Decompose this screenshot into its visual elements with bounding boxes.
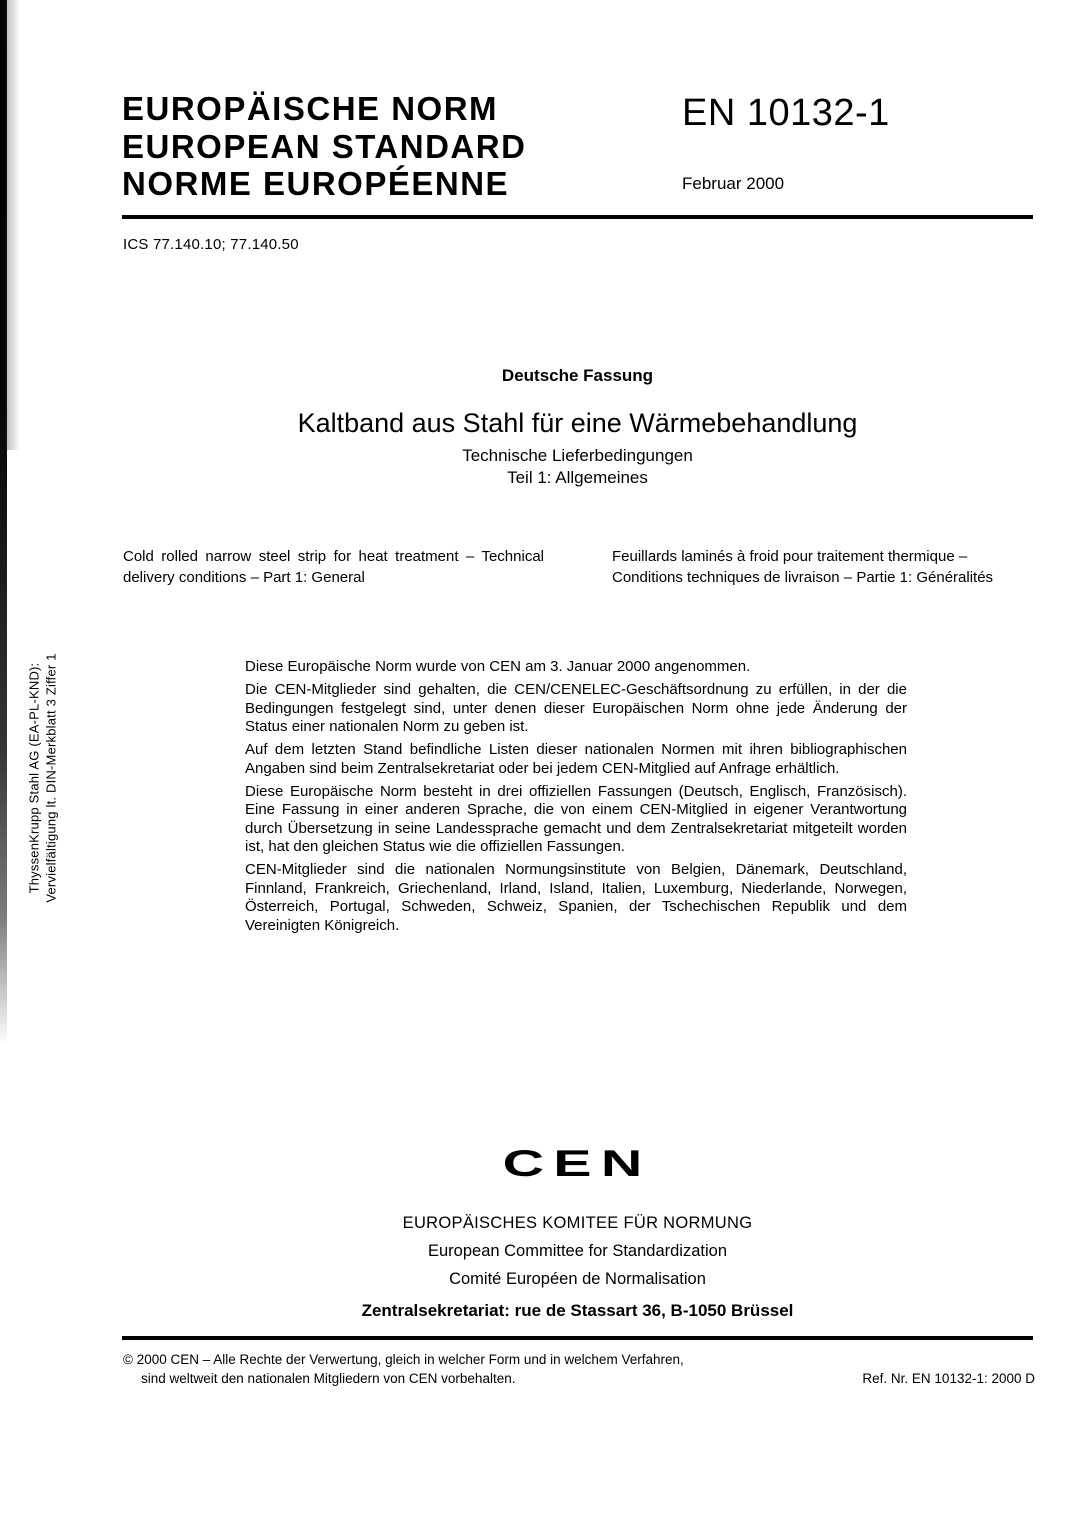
version-label: Deutsche Fassung: [501, 366, 654, 385]
subtitle-part: Teil 1: Allgemeines: [507, 468, 648, 487]
body-paragraphs: [245, 658, 907, 940]
committee-name-english: European Committee for Standardization: [428, 1242, 727, 1260]
title-french: Feuillards laminés à froid pour traitement thermique – Conditions techniques de livraison – Partie 1: Généralités: [612, 548, 994, 586]
cen-logo: [122, 1143, 1033, 1185]
org-name-french: NORME EUROPÉENNE: [122, 165, 510, 202]
secretariat-address: Zentralsekretariat: rue de Stassart 36, B-1050 Brüssel: [361, 1301, 794, 1320]
main-title: Kaltband aus Stahl für eine Wärmebehandlung: [297, 408, 858, 438]
committee-name-german: EUROPÄISCHES KOMITEE FÜR NORMUNG: [402, 1214, 753, 1232]
org-name-german: EUROPÄISCHE NORM: [122, 90, 499, 127]
scan-edge-shadow: [6, 0, 20, 450]
copyright-line1: © 2000 CEN – Alle Rechte der Verwertung, gleich in welcher Form und in welchem Verfahren,: [123, 1352, 684, 1367]
subtitle-technical: Technische Lieferbedingungen: [462, 446, 693, 465]
paragraph-official-versions: Diese Europäische Norm besteht in drei offiziellen Fassungen (Deutsch, Englisch, Französisch). Eine Fassung in einer anderen Sprache, die von einem CEN-Mitglied in eigener Verantwortung durch Übersetzung in seine Landessprache gemacht und dem Zentralsekretariat mitgeteilt worden ist, hat den gleichen Status wie die offiziellen Fassungen.: [245, 782, 907, 855]
committee-name-french: Comité Européen de Normalisation: [449, 1270, 706, 1288]
title-english: Cold rolled narrow steel strip for heat treatment – Technical delivery conditions – Part 1: General: [123, 548, 544, 586]
organization-names: [122, 90, 526, 203]
document-date: Februar 2000: [682, 174, 785, 193]
paragraph-adoption: Diese Europäische Norm wurde von CEN am 3. Januar 2000 angenommen.: [245, 658, 751, 675]
paragraph-members-obligation: Die CEN-Mitglieder sind gehalten, die CEN/CENELEC-Geschäftsordnung zu erfüllen, in der die Bedingungen festgelegt sind, unter denen dieser Europäischen Norm ohne jede Änderung der Status einer nationalen Norm zu geben ist.: [245, 681, 907, 735]
ics-classification: ICS 77.140.10; 77.140.50: [123, 236, 299, 253]
reference-number: Ref. Nr. EN 10132-1: 2000 D: [862, 1371, 1035, 1386]
cen-logo-text: CEN: [503, 1143, 652, 1184]
document-number: EN 10132-1: [682, 92, 890, 134]
footer-rule: [122, 1336, 1033, 1340]
copyright-line2: sind weltweit den nationalen Mitgliedern von CEN vorbehalten.: [141, 1371, 516, 1386]
paragraph-member-countries: CEN-Mitglieder sind die nationalen Normungsinstitute von Belgien, Dänemark, Deutschland, Finnland, Frankreich, Griechenland, Irland, Island, Italien, Luxemburg, Niederlande, Norwegen, Österreich, Portugal, Schweden, Schweiz, Spanien, der Tschechischen Republik und dem Vereinigten Königreich.: [245, 861, 907, 934]
org-name-english: EUROPEAN STANDARD: [122, 127, 527, 165]
side-note-line1: ThyssenKrupp Stahl AG (EA-PL-KND):: [26, 662, 42, 894]
side-note-line2: Vervielfältigung lt. DIN-Merkblatt 3 Ziffer 1: [43, 653, 58, 903]
header-rule: [122, 215, 1033, 219]
paragraph-national-lists: Auf dem letzten Stand befindliche Listen dieser nationalen Normen mit ihren bibliographischen Angaben sind beim Zentralsekretariat oder bei jedem CEN-Mitglied auf Anfrage erhältlich.: [245, 741, 907, 777]
side-note-vertical: [27, 653, 60, 902]
